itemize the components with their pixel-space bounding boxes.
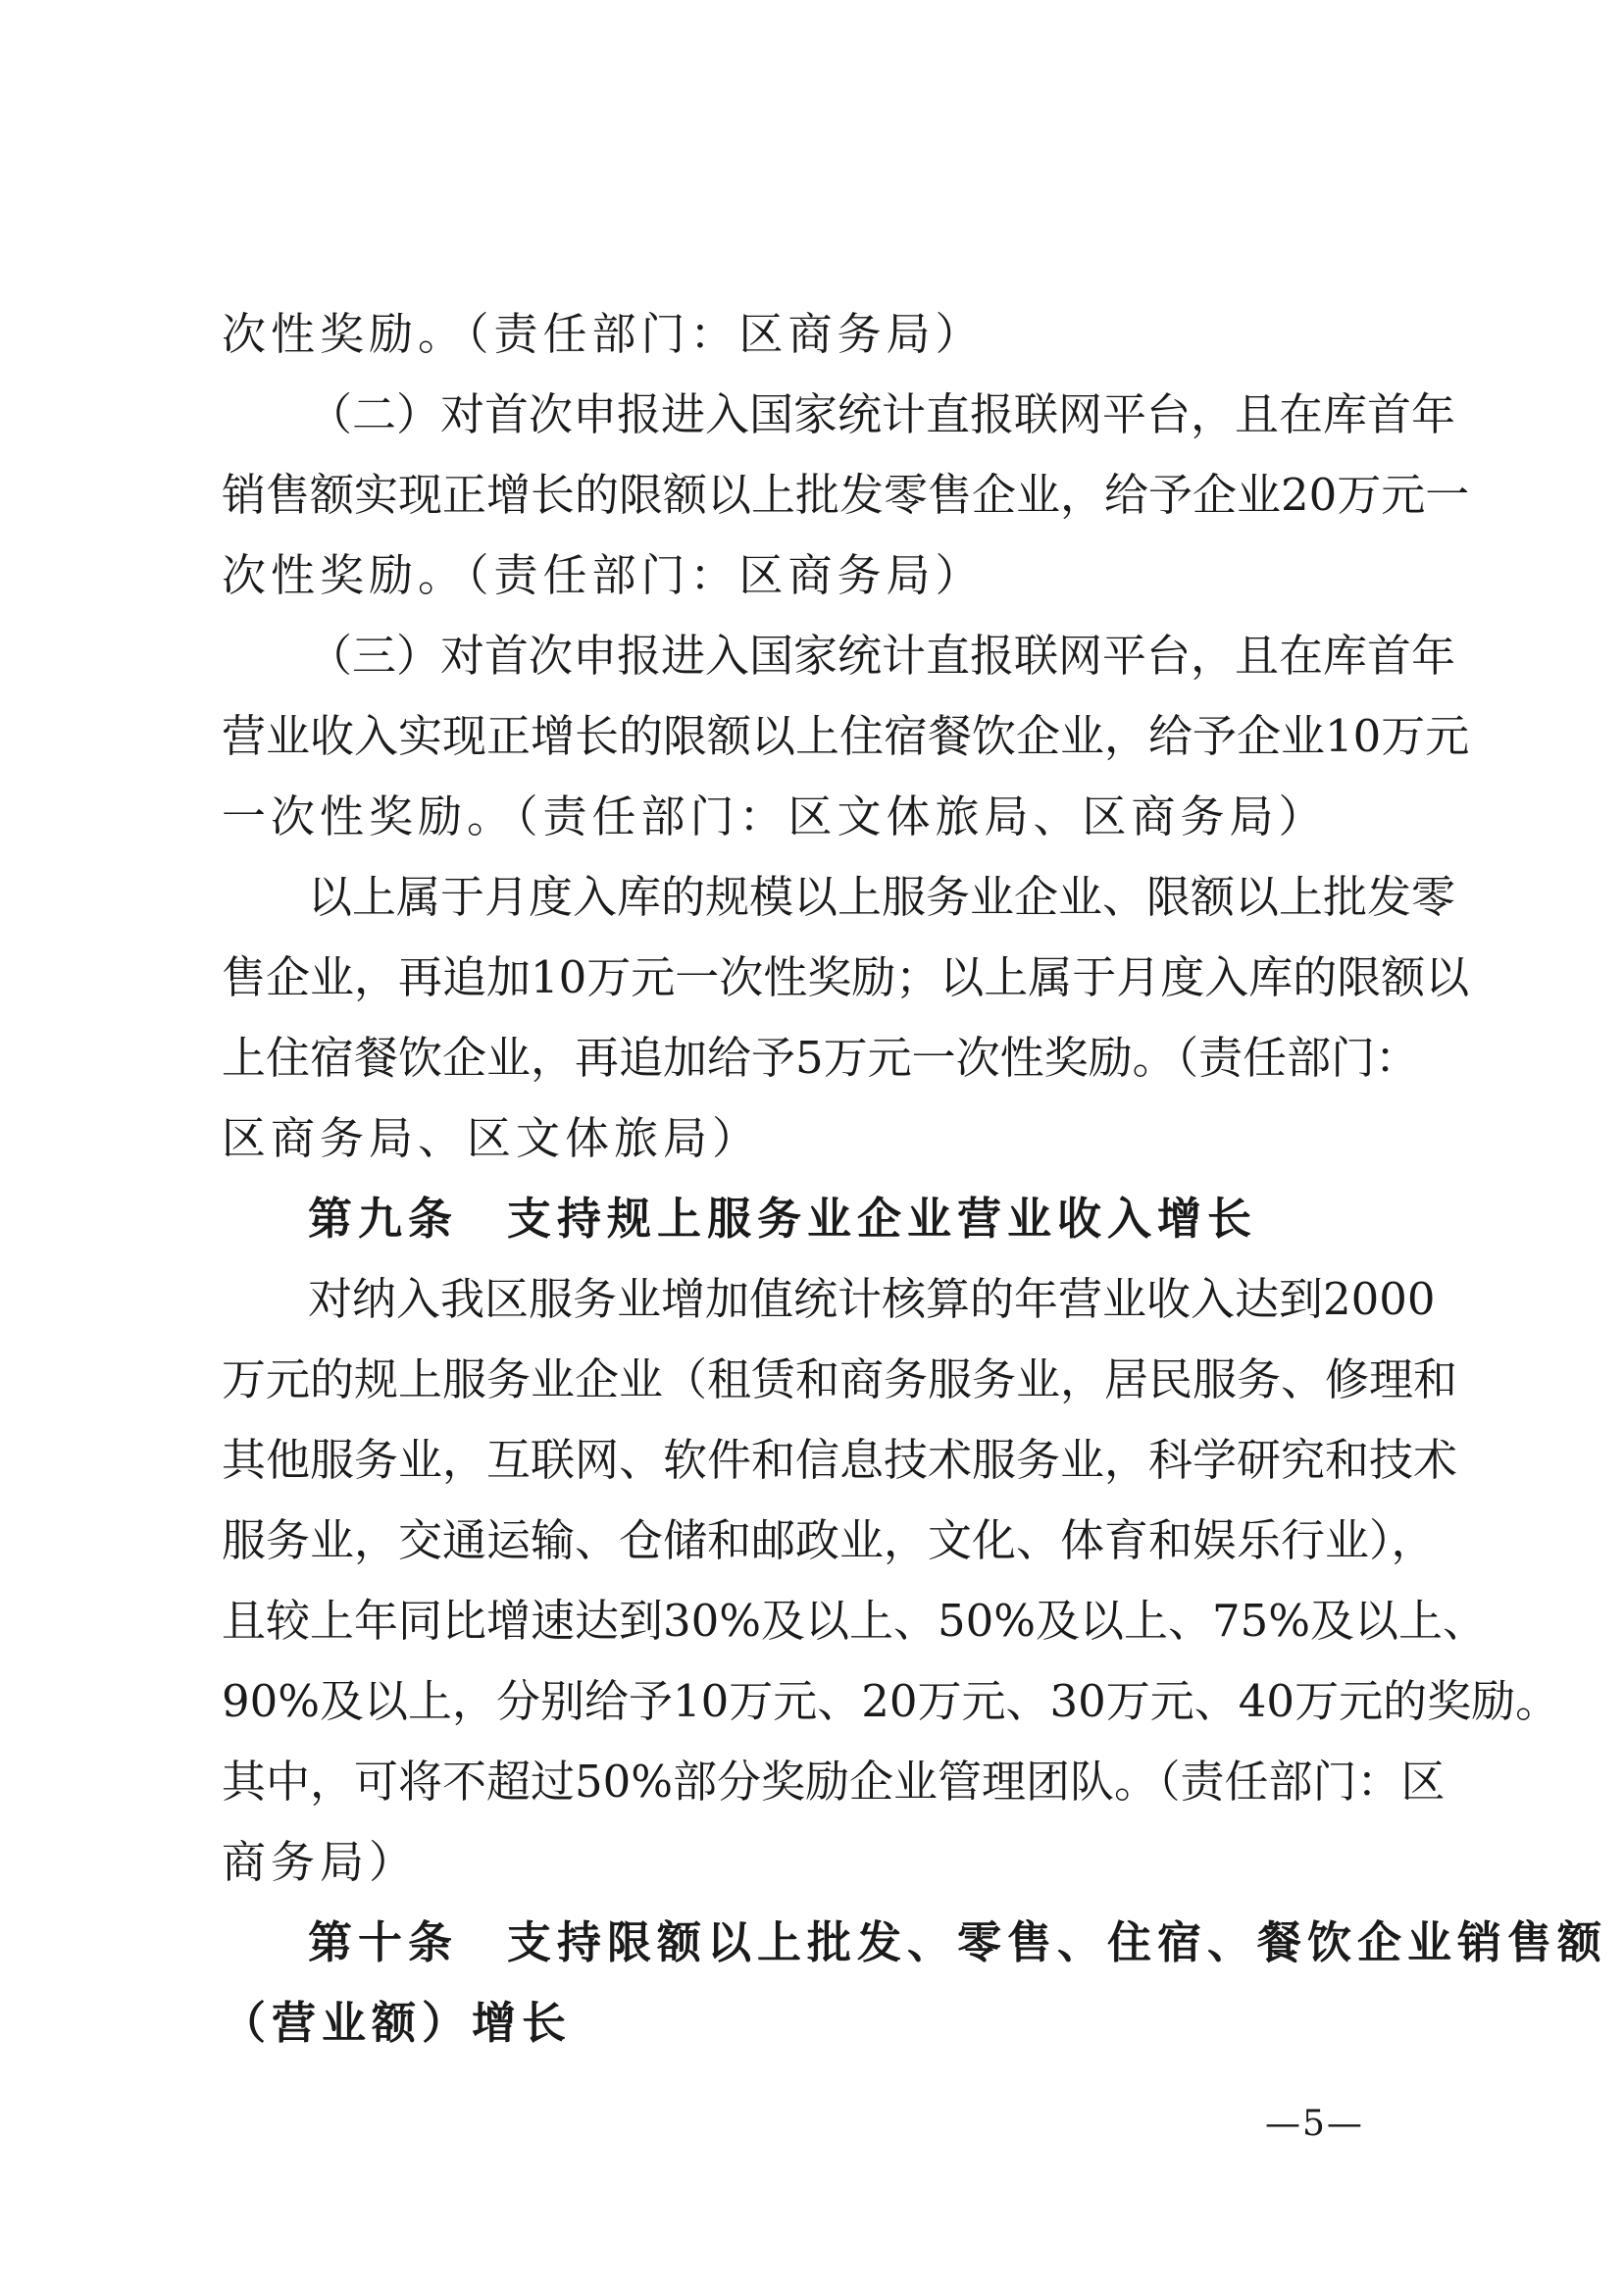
article-10-heading-continued: （营业额）增长 [222,1997,573,2049]
article-10-heading [222,1903,1608,1983]
article-10-title: 支持限额以上批发、零售、住宿、餐饮企业销售额 [507,1916,1608,1968]
text-line: 万元的规上服务业企业（租赁和商务服务业，居民服务、修理和 [222,1353,1458,1405]
document-body [222,294,1608,2064]
text-line: （三）对首次申报进入国家统计直报联网平台，且在库首年 [308,630,1456,682]
text-line: （二）对首次申报进入国家统计直报联网平台，且在库首年 [308,388,1456,440]
text-line: 其他服务业，互联网、软件和信息技术服务业，科学研究和技术 [222,1434,1458,1486]
article-10-number: 第十条 [308,1916,459,1968]
text-line: 销售额实现正增长的限额以上批发零售企业，给予企业20万元一 [222,469,1470,521]
text-line: 营业收入实现正增长的限额以上住宿餐饮企业，给予企业10万元 [222,710,1470,762]
text-line: 次性奖励。（责任部门：区商务局） [222,549,985,601]
text-line: 其中，可将不超过50%部分奖励企业管理团队。（责任部门：区 [222,1756,1446,1808]
article-9-heading [222,1179,1418,1259]
text-line: 服务业，交通运输、仓储和邮政业，文化、体育和娱乐行业）， [222,1514,1436,1566]
text-line: 一次性奖励。（责任部门：区文体旅局、区商务局） [222,790,1328,842]
text-line: 商务局） [222,1836,419,1888]
article-9-number: 第九条 [308,1193,459,1245]
article-9-title: 支持规上服务业企业营业收入增长 [507,1193,1258,1245]
text-line: 次性奖励。（责任部门：区商务局） [222,308,985,360]
text-line: 上住宿餐饮企业，再追加给予5万元一次性奖励。（责任部门： [222,1032,1420,1084]
text-line: 对纳入我区服务业增加值统计核算的年营业收入达到2000 [308,1273,1436,1325]
page-number: —5— [1265,2104,1364,2144]
text-line: 售企业，再追加10万元一次性奖励；以上属于月度入库的限额以 [222,951,1470,1003]
text-line: 区商务局、区文体旅局） [222,1112,762,1164]
text-line: 90%及以上，分别给予10万元、20万元、30万元、40万元的奖励。 [222,1675,1560,1727]
text-line: 以上属于月度入库的规模以上服务业企业、限额以上批发零 [308,871,1456,923]
text-line: 且较上年同比增速达到30%及以上、50%及以上、75%及以上、 [222,1595,1488,1647]
